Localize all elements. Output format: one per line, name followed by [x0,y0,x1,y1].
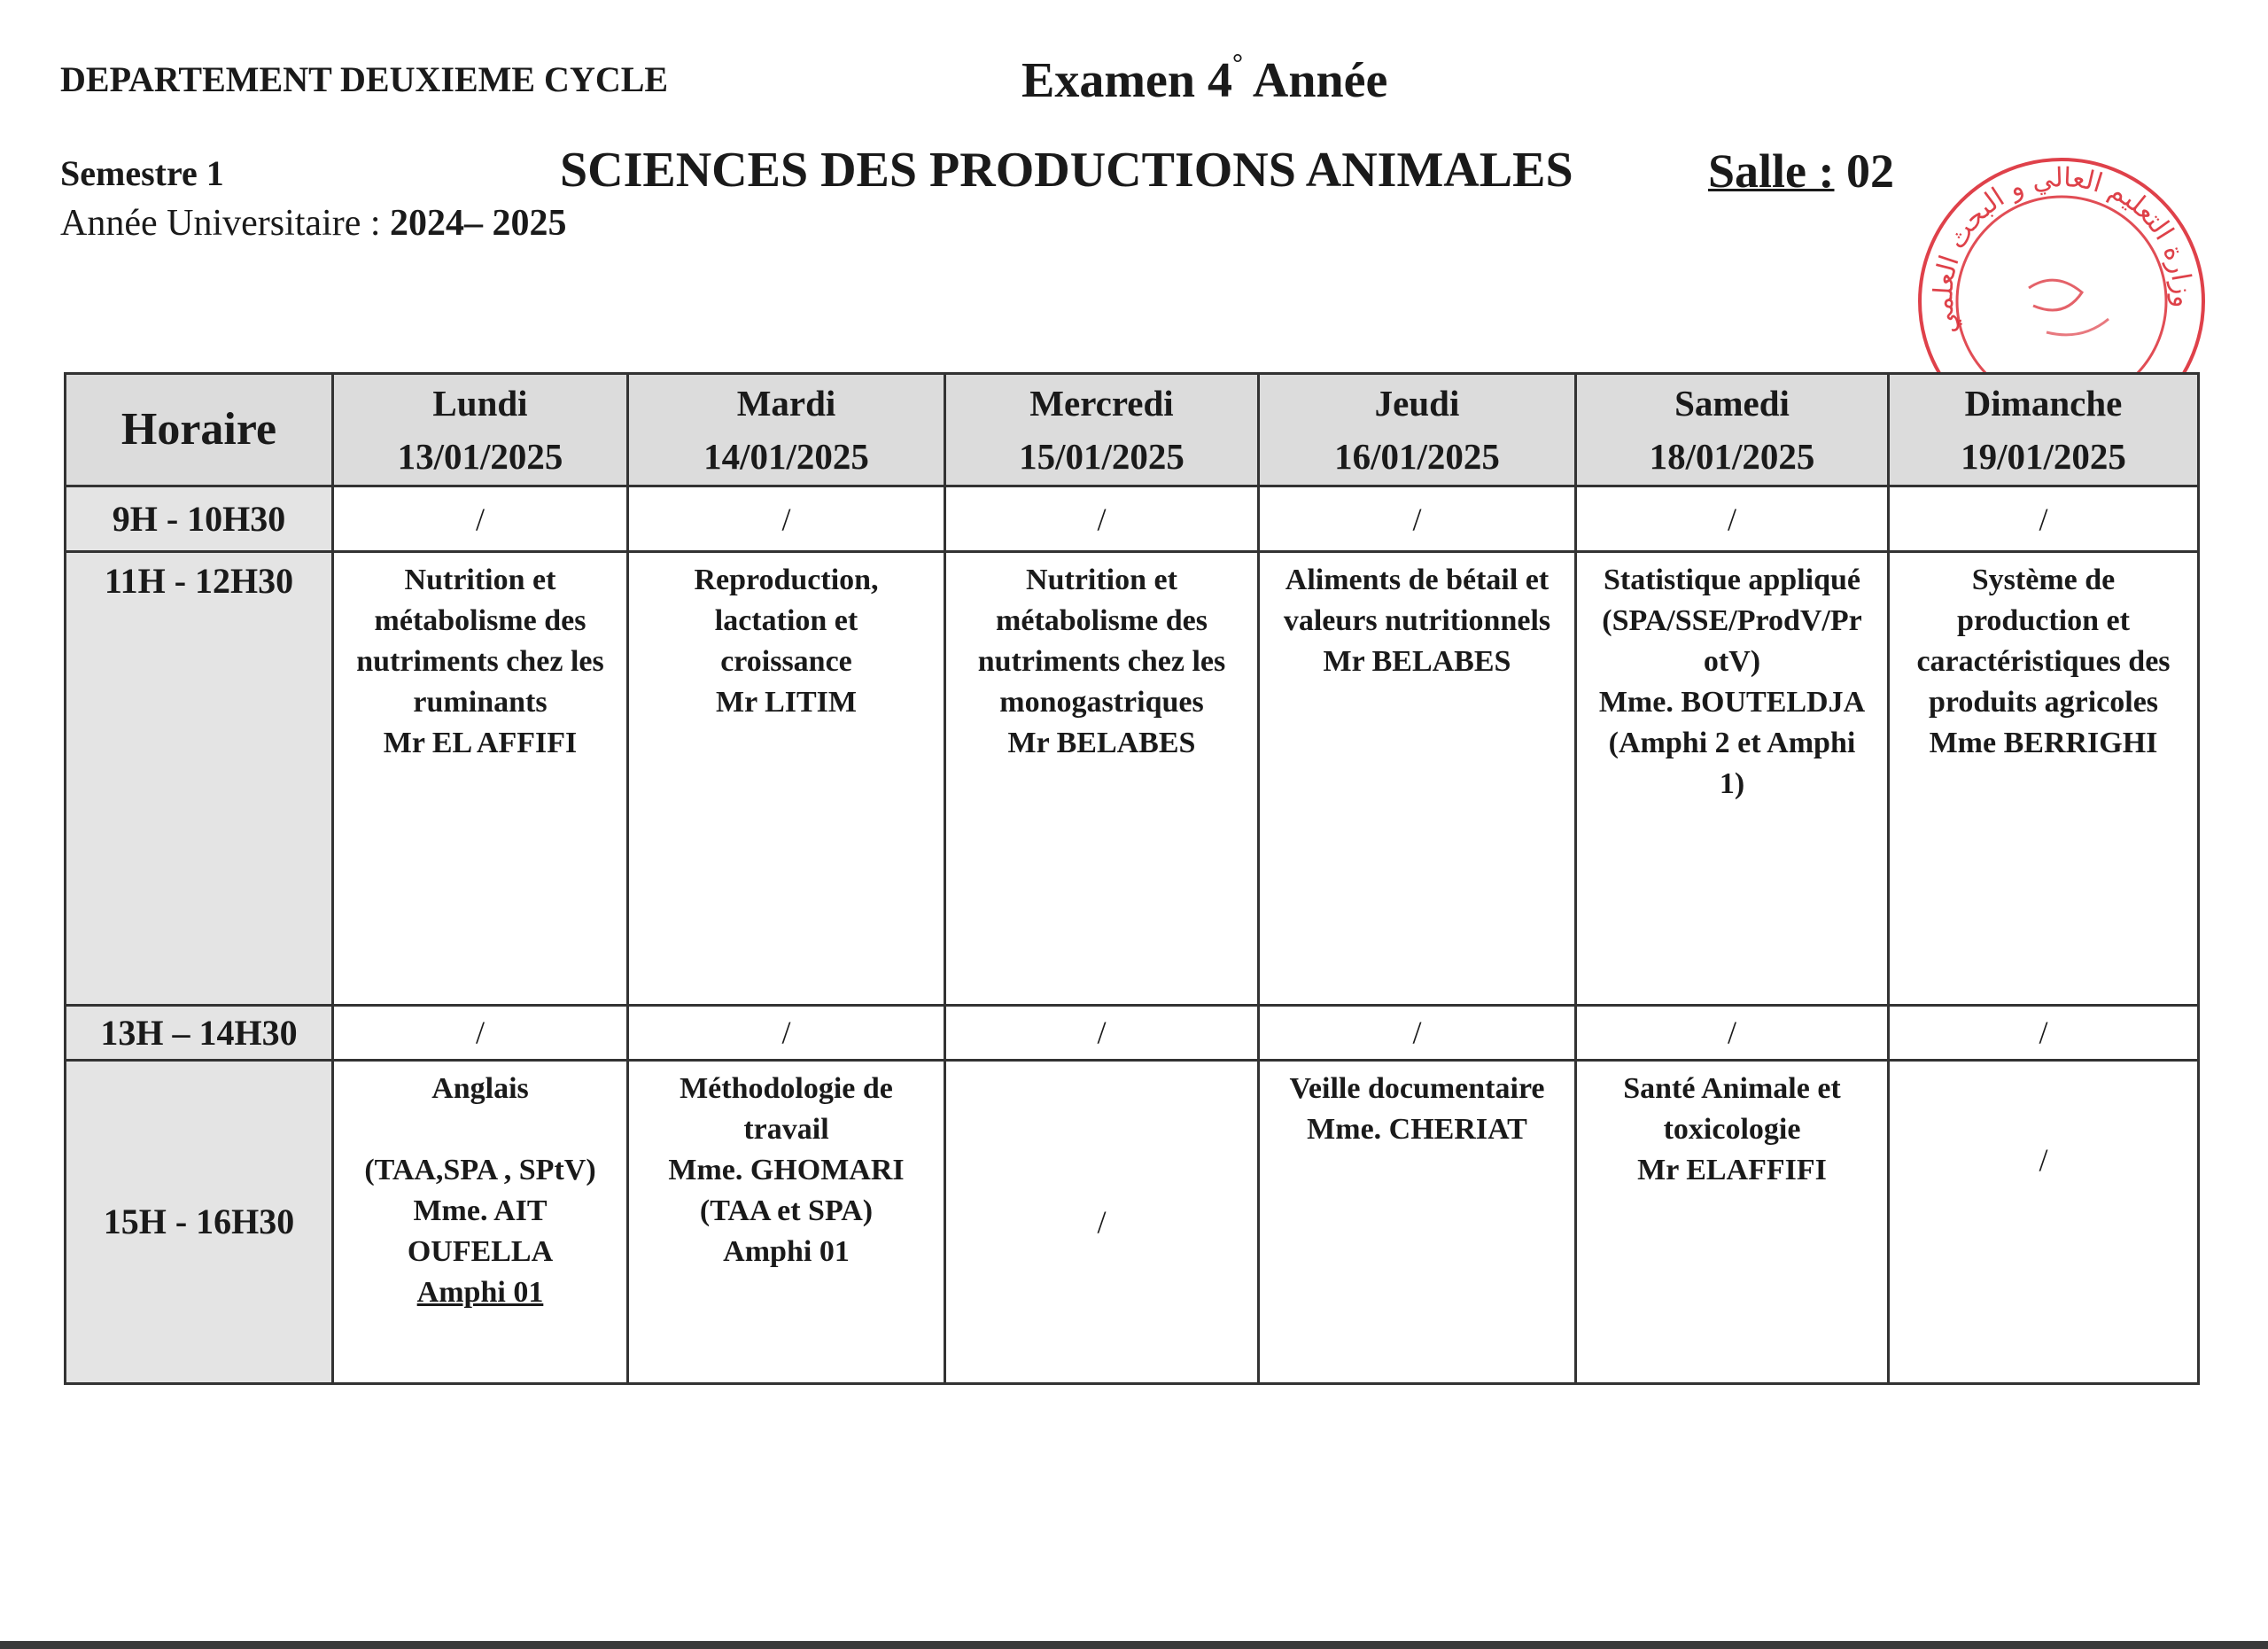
cell-line: caractéristiques des [1916,645,2171,679]
empty-cell: / [1259,486,1576,552]
semester-label: Semestre 1 [60,153,224,193]
exam-cell-jeudi [1259,552,1576,1006]
day-date: 16/01/2025 [1334,436,1500,477]
cell-line: Mme BERRIGHI [1929,727,2158,760]
day-header-jeudi [1259,374,1576,486]
cell-line: Statistique appliqué [1603,564,1861,597]
empty-cell: / [945,486,1259,552]
academic-year-label: Année Universitaire : [60,203,391,244]
exam-cell-lundi [333,552,628,1006]
department-title: DEPARTEMENT DEUXIEME CYCLE [60,59,669,99]
room-label-text: Salle : [1708,144,1835,198]
table-row [66,1005,2199,1060]
cell-line: OUFELLA [407,1234,554,1268]
empty-cell: / [333,486,628,552]
day-name: Samedi [1674,383,1790,424]
scan-edge-rule [0,1641,2268,1649]
day-name: Mardi [736,383,836,424]
cell-line: Mr BELABES [1007,727,1196,760]
empty-cell: / [628,486,945,552]
cell-line: Mme. AIT [413,1194,548,1227]
cell-line: (TAA et SPA) [699,1194,874,1227]
empty-cell: / [945,1060,1259,1383]
cell-line: production et [1957,604,2130,638]
cell-line: toxicologie [1663,1112,1801,1146]
time-slot-3: 13H – 14H30 [66,1005,333,1060]
cell-line: Mme. GHOMARI [668,1153,905,1186]
day-date: 15/01/2025 [1019,436,1184,477]
cell-line: travail [743,1112,829,1146]
day-header-dimanche [1889,374,2199,486]
exam-cell-lundi [333,1060,628,1383]
cell-line: (Amphi 2 et Amphi [1608,727,1856,760]
cell-line: Nutrition et [404,564,556,597]
day-date: 18/01/2025 [1649,436,1815,477]
exam-schedule-table [64,372,2200,1385]
cell-line: ruminants [413,686,548,719]
cell-line: Mr ELAFFIFI [1637,1153,1827,1186]
empty-cell: / [1889,486,2199,552]
cell-line: Système de [1971,564,2116,597]
empty-cell: / [1889,1005,2199,1060]
cell-line: Mme. CHERIAT [1307,1112,1527,1146]
day-header-lundi [333,374,628,486]
stamp-text: وزارة التعليم العالي و البحث العلمي [1928,162,2198,338]
exam-cell-dimanche [1889,552,2199,1006]
table-row [66,486,2199,552]
cell-spacer [338,1109,623,1150]
cell-line: (TAA,SPA , SPtV) [364,1153,596,1186]
cell-line: produits agricoles [1928,686,2159,719]
horaire-header: Horaire [66,374,333,486]
day-header-samedi [1576,374,1889,486]
day-name: Dimanche [1964,383,2123,424]
cell-line: Anglais [431,1071,529,1105]
time-slot-4: 15H - 16H30 [66,1060,333,1383]
cell-line: Mr LITIM [716,686,857,719]
empty-cell: / [945,1005,1259,1060]
cell-line: 1) [1719,767,1745,801]
time-slot-1: 9H - 10H30 [66,486,333,552]
day-name: Lundi [432,383,528,424]
exam-cell-samedi [1576,1060,1889,1383]
cell-line: Mme. BOUTELDJA [1598,686,1866,719]
exam-title-text: Examen 4 [1021,53,1232,108]
exam-cell-mercredi [945,552,1259,1006]
cell-line: Veille documentaire [1289,1071,1545,1105]
academic-year [60,202,567,245]
cell-line: otV) [1703,645,1761,679]
academic-year-value: 2024– 2025 [390,203,567,244]
empty-cell: / [1576,1005,1889,1060]
exam-cell-mardi [628,552,945,1006]
empty-cell: / [628,1005,945,1060]
empty-cell: / [333,1005,628,1060]
empty-cell: / [1576,486,1889,552]
exam-cell-jeudi [1259,1060,1576,1383]
cell-line: Nutrition et [1026,564,1177,597]
exam-degree-mark: ° [1232,49,1243,78]
cell-line: monogastriques [999,686,1204,719]
cell-line: métabolisme des [996,604,1208,638]
cell-line: métabolisme des [374,604,586,638]
program-title: SCIENCES DES PRODUCTIONS ANIMALES [560,143,1573,198]
empty-cell: / [1889,1060,2199,1383]
room-label [1708,144,1894,198]
time-slot-2: 11H - 12H30 [66,552,333,1006]
cell-line: Mr BELABES [1323,645,1511,679]
cell-line: valeurs nutritionnels [1283,604,1551,638]
exam-title [1021,49,1387,109]
table-row [66,1060,2199,1383]
cell-line: croissance [720,645,852,679]
exam-title-suffix: Année [1243,53,1388,108]
cell-line: nutriments chez les [356,645,604,679]
cell-line: Mr EL AFFIFI [383,727,578,760]
cell-line: Reproduction, [694,564,879,597]
cell-line: (SPA/SSE/ProdV/Pr [1602,604,1862,638]
svg-text:وزارة التعليم العالي و البحث ا [1928,162,2198,338]
table-row [66,552,2199,1006]
cell-line: Amphi 01 [723,1234,850,1268]
day-header-mardi [628,374,945,486]
day-header-mercredi [945,374,1259,486]
room-number: 02 [1834,144,1894,198]
day-name: Mercredi [1029,383,1174,424]
empty-cell: / [1259,1005,1576,1060]
day-date: 19/01/2025 [1961,436,2126,477]
day-name: Jeudi [1374,383,1460,424]
exam-cell-samedi [1576,552,1889,1006]
cell-line: Santé Animale et [1623,1071,1841,1105]
cell-line: nutriments chez les [977,645,1226,679]
cell-line: Méthodologie de [680,1071,893,1105]
day-date: 13/01/2025 [397,436,563,477]
cell-line: lactation et [714,604,858,638]
header-row [66,374,2199,486]
cell-line: Aliments de bétail et [1285,564,1550,597]
cell-line-underlined: Amphi 01 [416,1275,544,1309]
day-date: 14/01/2025 [703,436,869,477]
exam-cell-mardi [628,1060,945,1383]
